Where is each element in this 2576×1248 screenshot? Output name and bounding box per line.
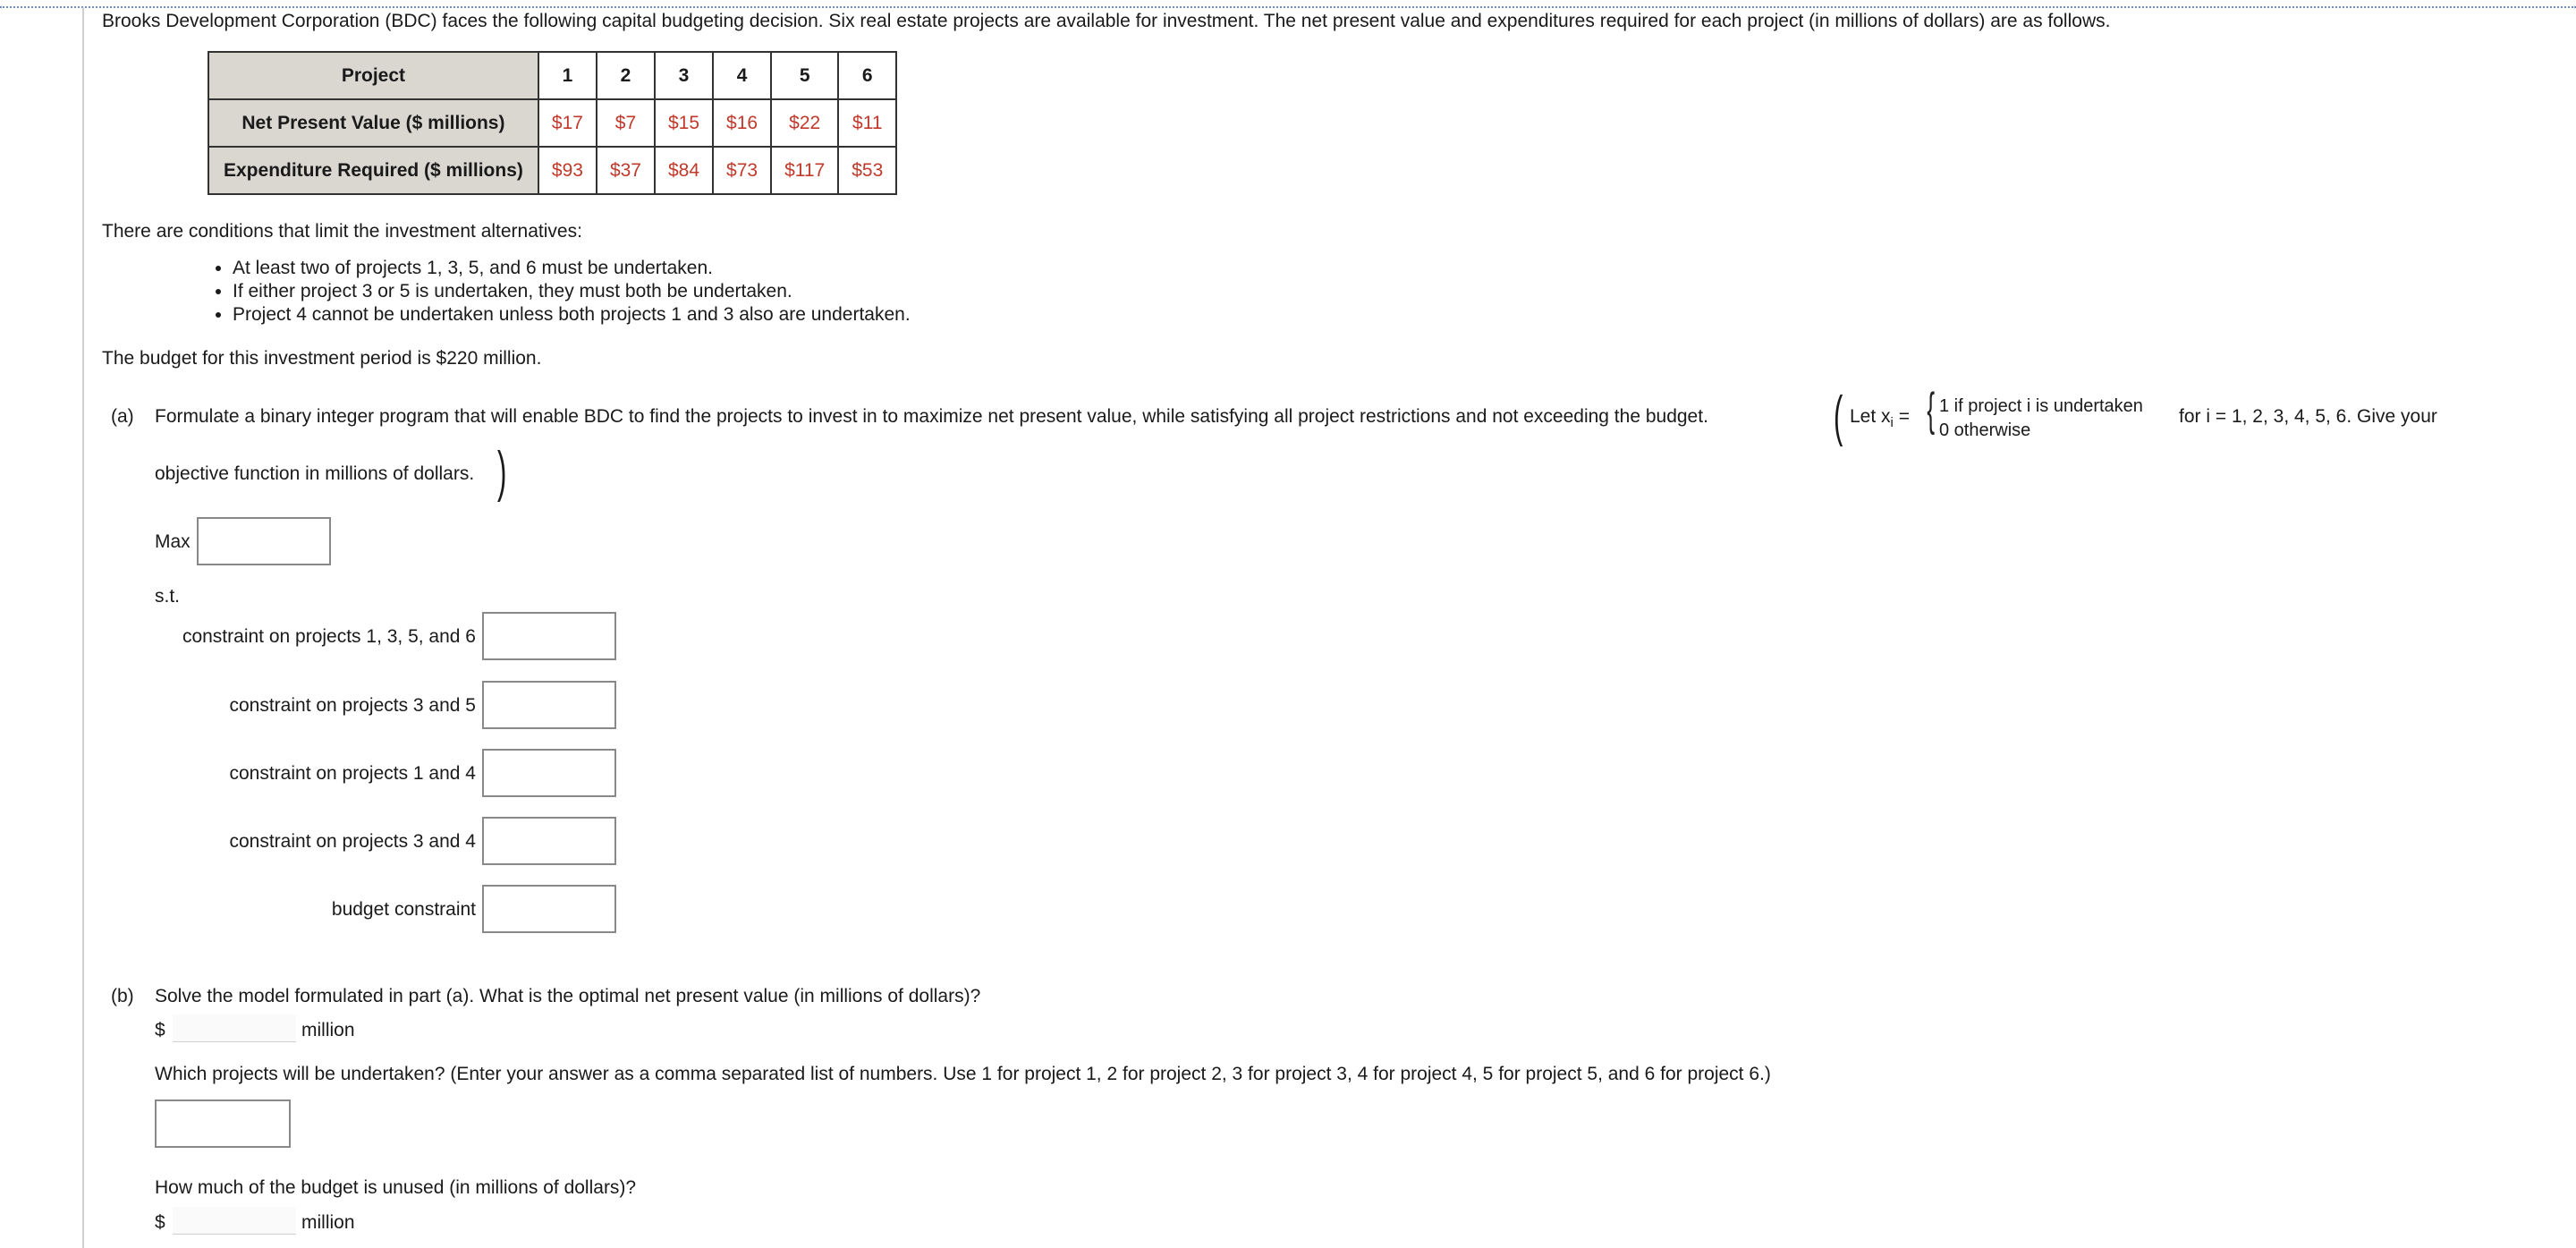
- constraint-input-34[interactable]: [482, 817, 616, 865]
- problem-intro: Brooks Development Corporation (BDC) faces the following capital budgeting decision. Six real estate projects are available for investment. The net present value and expenditures required for each project (in millions of dollars) are as follows.: [102, 11, 2111, 31]
- case-zero: 0 otherwise: [1939, 420, 2031, 440]
- npv-value: $15: [655, 99, 713, 147]
- constraint-label: constraint on projects 1 and 4: [229, 763, 476, 784]
- npv-value: $11: [838, 99, 896, 147]
- project-number: 1: [538, 52, 597, 99]
- optimal-npv-input[interactable]: [173, 1015, 296, 1042]
- st-label: s.t.: [155, 586, 181, 607]
- expenditure-value: $73: [713, 147, 771, 194]
- part-a-text: Formulate a binary integer program that will enable BDC to find the projects to invest in to maximize net present value, while satisfying all project restrictions and not exceeding the budget.: [155, 406, 1708, 427]
- part-b-question-unused: How much of the budget is unused (in millions of dollars)?: [155, 1177, 637, 1198]
- project-number: 6: [838, 52, 896, 99]
- constraint-input-1356[interactable]: [482, 612, 616, 660]
- top-dotted-border: [0, 6, 2576, 8]
- constraint-input-35[interactable]: [482, 681, 616, 729]
- constraint-input-14[interactable]: [482, 749, 616, 797]
- expenditure-value: $37: [597, 147, 655, 194]
- constraint-label: constraint on projects 3 and 5: [229, 695, 476, 716]
- let-text: Let $x_i$ =: [1850, 406, 1910, 431]
- expenditure-value: $117: [771, 147, 838, 194]
- part-b-question-npv: Solve the model formulated in part (a). What is the optimal net present value (in millions of dollars)?: [155, 986, 981, 1006]
- project-number: 3: [655, 52, 713, 99]
- table-row: [208, 147, 896, 194]
- list-item: • If either project 3 or 5 is undertaken, they must both be undertaken.: [233, 280, 911, 303]
- million-unit: million: [301, 1020, 355, 1040]
- unused-budget-input[interactable]: [173, 1207, 296, 1235]
- objective-input[interactable]: [197, 517, 331, 565]
- npv-value: $16: [713, 99, 771, 147]
- project-header: Project: [208, 52, 538, 99]
- part-a-marker: (a): [111, 406, 134, 427]
- part-a-line2: objective function in millions of dollars.: [155, 463, 475, 484]
- for-text: for i = 1, 2, 3, 4, 5, 6. Give your: [2179, 406, 2437, 427]
- project-number: 4: [713, 52, 771, 99]
- million-unit: million: [301, 1212, 355, 1233]
- list-item: • At least two of projects 1, 3, 5, and 6 must be undertaken.: [233, 257, 911, 280]
- max-label: Max: [155, 531, 191, 552]
- open-paren: (: [1834, 386, 1843, 447]
- constraint-label: constraint on projects 3 and 4: [229, 831, 476, 852]
- case-one: 1 if project i is undertaken: [1939, 396, 2143, 416]
- constraint-label: constraint on projects 1, 3, 5, and 6: [182, 626, 476, 647]
- npv-value: $17: [538, 99, 597, 147]
- constraint-label: budget constraint: [331, 899, 476, 920]
- conditions-intro: There are conditions that limit the investment alternatives:: [102, 221, 582, 242]
- project-number: 5: [771, 52, 838, 99]
- npv-label: Net Present Value ($ millions): [208, 99, 538, 147]
- expenditure-label: Expenditure Required ($ millions): [208, 147, 538, 194]
- expenditure-value: $93: [538, 147, 597, 194]
- expenditure-value: $84: [655, 147, 713, 194]
- project-table: [208, 51, 897, 195]
- conditions-list: [206, 257, 911, 327]
- npv-value: $7: [597, 99, 655, 147]
- project-number: 2: [597, 52, 655, 99]
- expenditure-value: $53: [838, 147, 896, 194]
- budget-constraint-input[interactable]: [482, 885, 616, 933]
- part-b-marker: (b): [111, 986, 134, 1006]
- table-row: [208, 52, 896, 99]
- left-margin-rule: [82, 7, 84, 1248]
- budget-text: The budget for this investment period is $220 million.: [102, 348, 542, 369]
- list-item: • Project 4 cannot be undertaken unless both projects 1 and 3 also are undertaken.: [233, 303, 911, 327]
- piecewise-brace: {: [1927, 384, 1936, 436]
- table-row: [208, 99, 896, 147]
- dollar-sign: $: [155, 1212, 165, 1233]
- projects-input[interactable]: [155, 1099, 291, 1148]
- close-paren: ): [497, 441, 507, 503]
- dollar-sign: $: [155, 1020, 165, 1040]
- part-b-question-projects: Which projects will be undertaken? (Enter your answer as a comma separated list of numbers. Use 1 for project 1, 2 for project 2, 3 for project 3, 4 for project 4, 5 for project 5, and 6 for project 6.): [155, 1064, 1771, 1084]
- npv-value: $22: [771, 99, 838, 147]
